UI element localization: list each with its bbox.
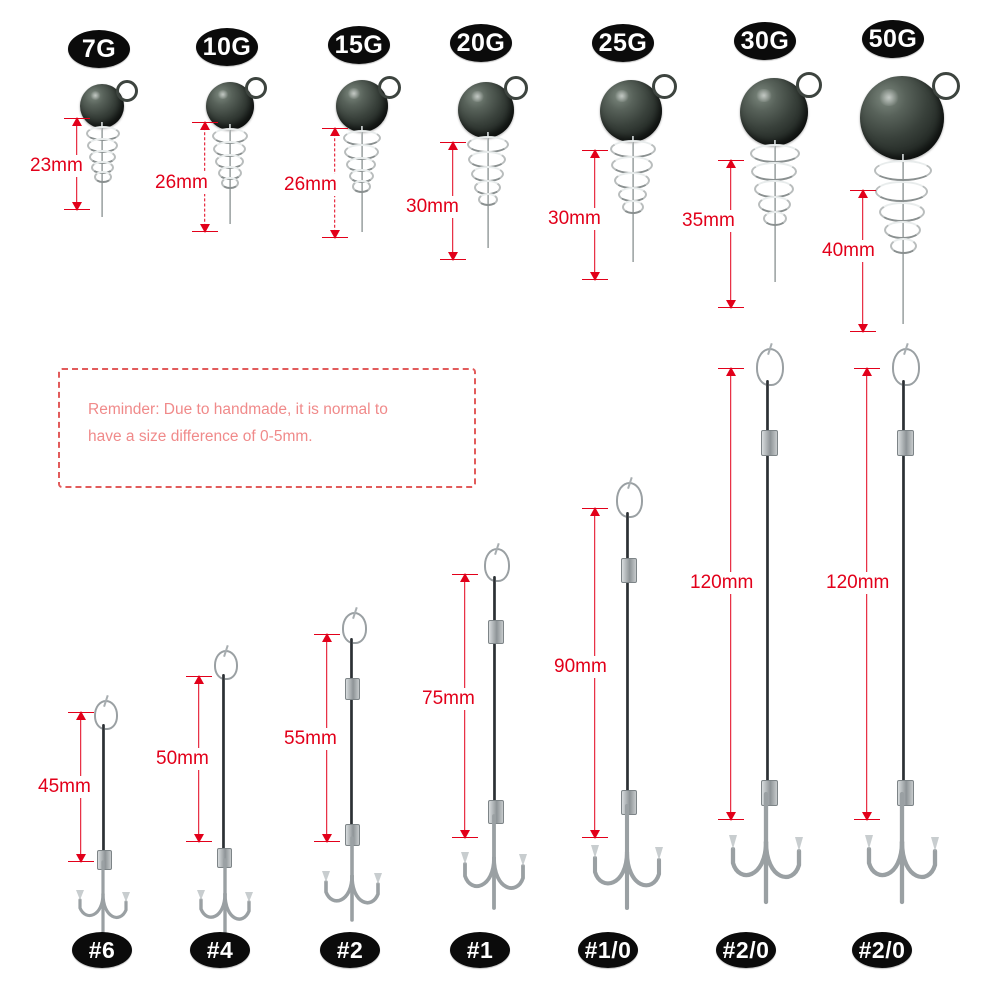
jig-weight-badge-50g: 50G xyxy=(862,20,924,58)
hook-clip-4 xyxy=(214,650,238,680)
hook-clip-2 xyxy=(342,612,367,644)
hook-size-badge-2-0-a: #2/0 xyxy=(716,932,776,968)
jig-weight-badge-30g: 30G xyxy=(734,22,796,60)
dimension-label-20g: 30mm xyxy=(406,196,459,217)
hook-sleeve-2-0-a-upper xyxy=(761,430,778,456)
jig-eyelet-30g xyxy=(796,72,822,98)
dimension-label-15g: 26mm xyxy=(284,174,337,195)
dimension-label-50g: 40mm xyxy=(822,240,875,261)
jig-weight-badge-10g: 10G xyxy=(196,28,258,66)
dimension-hook-2-0-a xyxy=(722,368,740,820)
jig-corkscrew-50g xyxy=(874,160,932,272)
hook-clip-2-0-b xyxy=(892,348,920,386)
hook-wire-2 xyxy=(350,638,353,830)
dimension-label-hook-4: 50mm xyxy=(156,748,209,769)
jig-corkscrew-7g xyxy=(86,126,120,186)
dimension-label-hook-6: 45mm xyxy=(38,776,91,797)
hook-size-badge-1: #1 xyxy=(450,932,510,968)
jig-corkscrew-15g xyxy=(343,130,381,200)
hook-sleeve-2-0-b-upper xyxy=(897,430,914,456)
hook-sleeve-1-upper xyxy=(488,620,504,644)
dimension-label-hook-2: 55mm xyxy=(284,728,337,749)
jig-corkscrew-25g xyxy=(610,140,656,224)
hook-size-badge-1-0: #1/0 xyxy=(578,932,638,968)
treble-hook-4 xyxy=(182,858,282,940)
dimension-label-hook-2-0-b: 120mm xyxy=(826,572,890,593)
dimension-label-30g: 35mm xyxy=(682,210,735,231)
hook-clip-1 xyxy=(484,548,510,582)
hook-clip-6 xyxy=(94,700,118,730)
hook-wire-4 xyxy=(222,674,225,852)
jig-corkscrew-30g xyxy=(750,144,800,240)
jig-corkscrew-10g xyxy=(212,128,248,194)
hook-wire-1 xyxy=(493,576,496,818)
jig-eyelet-25g xyxy=(652,74,677,99)
reminder-line-2: have a size difference of 0-5mm. xyxy=(88,428,313,446)
hook-size-badge-2-0-b: #2/0 xyxy=(852,932,912,968)
jig-weight-badge-25g: 25G xyxy=(592,24,654,62)
dimension-label-hook-1: 75mm xyxy=(422,688,475,709)
hook-wire-6 xyxy=(102,724,105,854)
dimension-label-25g: 30mm xyxy=(548,208,601,229)
hook-size-badge-4: #4 xyxy=(190,932,250,968)
jig-corkscrew-20g xyxy=(467,136,509,214)
dimension-hook-2-0-b xyxy=(858,368,876,820)
dimension-30g xyxy=(722,160,740,308)
reminder-box xyxy=(58,368,476,488)
jig-eyelet-7g xyxy=(116,80,138,102)
dimension-label-hook-2-0-a: 120mm xyxy=(690,572,754,593)
dimension-label-7g: 23mm xyxy=(30,155,83,176)
hook-size-badge-2: #2 xyxy=(320,932,380,968)
treble-hook-2 xyxy=(306,836,410,926)
jig-eyelet-20g xyxy=(504,76,528,100)
jig-eyelet-50g xyxy=(932,72,960,100)
dimension-label-hook-1-0: 90mm xyxy=(554,656,607,677)
hook-clip-2-0-a xyxy=(756,348,784,386)
hook-sleeve-1-0-upper xyxy=(621,558,637,583)
jig-weight-badge-20g: 20G xyxy=(450,24,512,62)
reminder-line-1: Reminder: Due to handmade, it is normal to xyxy=(88,401,388,418)
jig-eyelet-15g xyxy=(378,76,401,99)
hook-clip-1-0 xyxy=(616,482,643,518)
jig-eyelet-10g xyxy=(245,77,267,99)
hook-wire-1-0 xyxy=(626,512,629,808)
jig-weight-badge-15g: 15G xyxy=(328,26,390,64)
treble-hook-6 xyxy=(62,860,158,938)
jig-weight-badge-7g: 7G xyxy=(68,30,130,68)
hook-sleeve-2-upper xyxy=(345,678,360,700)
dimension-label-10g: 26mm xyxy=(155,172,208,193)
hook-size-badge-6: #6 xyxy=(72,932,132,968)
